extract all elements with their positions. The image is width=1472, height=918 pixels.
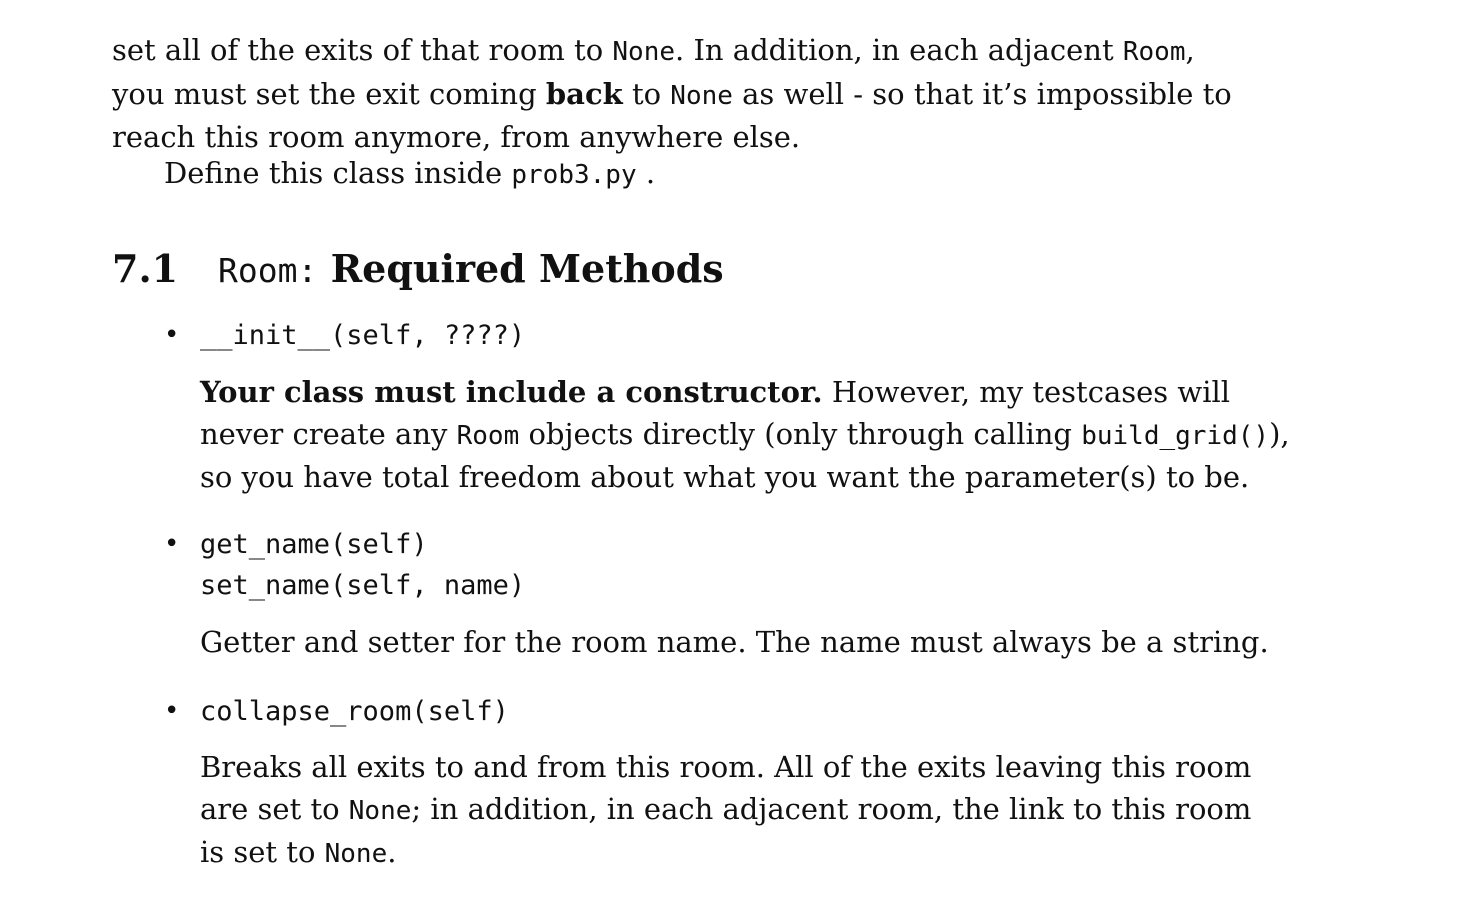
- code-room: Room: [456, 420, 520, 451]
- desc-line: so you have total freedom about what you want the parameter(s) to be.: [200, 460, 1250, 494]
- text: objects directly (only through calling: [519, 416, 1082, 451]
- intro-line-3: reach this room anymore, from anywhere else.: [112, 120, 801, 154]
- code-none: None: [670, 80, 733, 111]
- method-description: [200, 372, 1310, 499]
- code-none: None: [348, 795, 412, 826]
- code-room: Room: [1122, 37, 1186, 67]
- bullet-icon: •: [164, 696, 180, 726]
- desc-line: [200, 372, 1310, 414]
- code-none: None: [324, 839, 388, 869]
- text: to: [622, 76, 671, 111]
- bold-text: Your class must include a constructor.: [200, 375, 823, 409]
- desc-line: [200, 832, 1310, 876]
- text: you must set the exit coming: [112, 76, 546, 111]
- bullet-icon: •: [164, 320, 180, 350]
- desc-line: [200, 789, 1310, 833]
- method-signature: set_name(self, name): [200, 570, 526, 601]
- text: .: [387, 835, 397, 869]
- desc-line: Getter and setter for the room name. The name must always be a string.: [200, 625, 1269, 659]
- method-signature: get_name(self): [200, 529, 428, 560]
- text: . In addition, in each adjacent: [675, 33, 1123, 67]
- section-code: Room:: [218, 251, 318, 290]
- section-number: 7.1: [112, 246, 179, 291]
- method-description: [200, 622, 1310, 664]
- code-none: None: [612, 37, 676, 67]
- text: However, my testcases will: [822, 375, 1231, 409]
- text: is set to: [200, 835, 325, 869]
- section-title: Required Methods: [317, 246, 724, 291]
- bold-back: back: [545, 76, 623, 111]
- text: .: [636, 156, 656, 190]
- method-signature: __init__(self, ????): [200, 320, 526, 351]
- method-signature: collapse_room(self): [200, 696, 509, 727]
- method-description: [200, 747, 1310, 876]
- code-filename: prob3.py: [511, 160, 637, 190]
- desc-line: Breaks all exits to and from this room. All of the exits leaving this room: [200, 750, 1252, 784]
- text: as well - so that it’s impossible to: [732, 76, 1232, 111]
- text: ,: [1185, 33, 1195, 67]
- bullet-icon: •: [164, 529, 180, 559]
- text: never create any: [200, 416, 457, 451]
- text: set all of the exits of that room to: [112, 33, 613, 67]
- text: are set to: [200, 791, 349, 826]
- desc-line: [200, 414, 1310, 458]
- intro-line-2: [112, 74, 1312, 118]
- code-build-grid: build_grid(): [1081, 420, 1270, 451]
- text: ; in addition, in each adjacent room, the link to this room: [411, 791, 1252, 826]
- text: Define this class inside: [164, 156, 512, 190]
- intro-line-1: [112, 30, 1312, 74]
- section-heading: [112, 246, 724, 291]
- define-class-line: [164, 156, 655, 190]
- text: ),: [1269, 416, 1290, 451]
- intro-paragraph: [112, 30, 1312, 159]
